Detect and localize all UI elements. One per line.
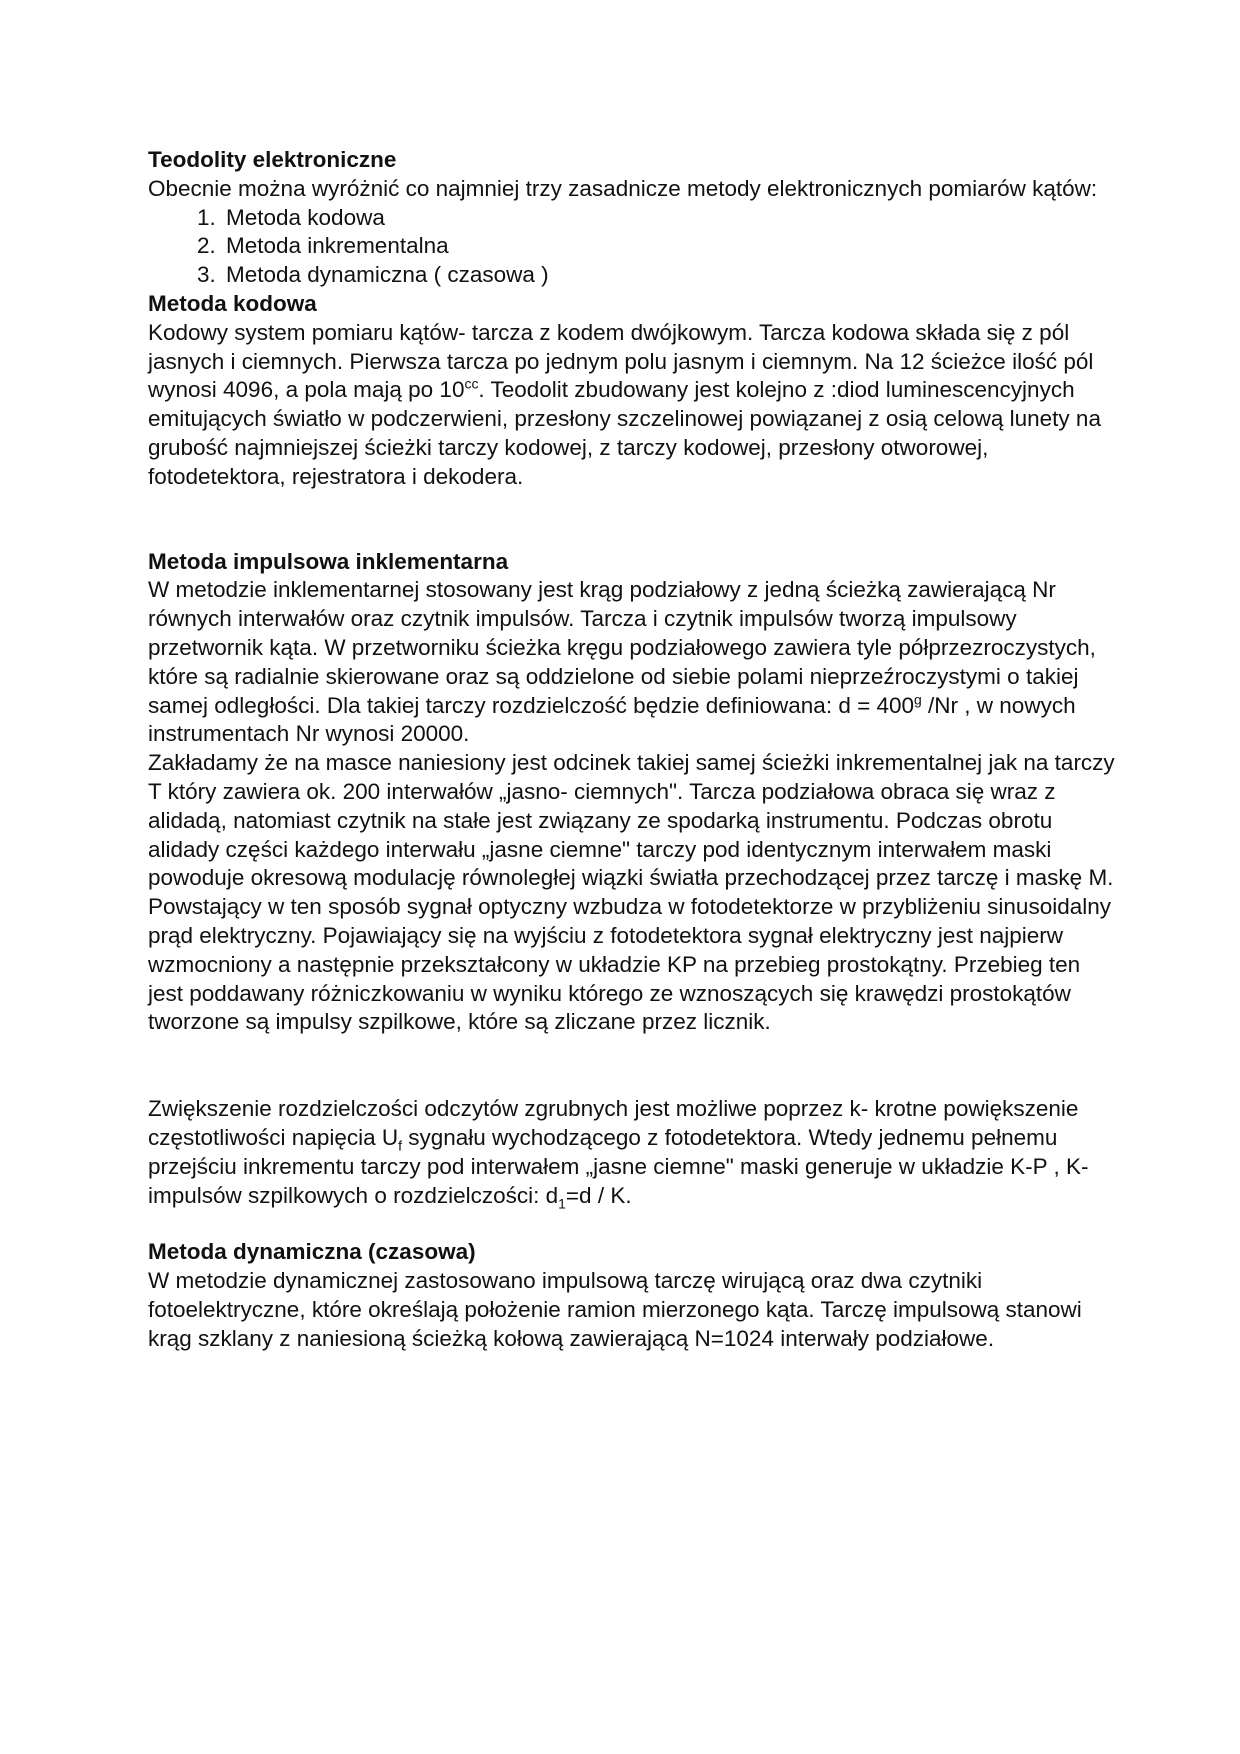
text-run: . Teodolit zbudowany jest kolejno z :diod luminescencyjnych emitujących światło w podczerwieni, przesłony szczelinowej powiązanej z osią celową lunety na grubość najmniejszej ścieżki tarczy kodowej, z tarczy kodowej, przesłony otworowej, fotodetektora, rejestratora i dekodera. [148, 377, 1101, 489]
document-page [148, 146, 1118, 1353]
text-run: /Nr , w nowych instrumentach Nr wynosi 20000. [148, 692, 1076, 747]
superscript: g [914, 691, 922, 708]
spacer [148, 1210, 1118, 1238]
text-run: =d / K. [565, 1182, 632, 1208]
impulsowa-paragraph-2: Zakładamy że na masce naniesiony jest odcinek takiej samej ścieżki inkrementalnej jak na tarczy T który zawiera ok. 200 interwałów „jasno- ciemnych". Tarcza podziałowa obraca się wraz z alidadą, natomiast czytnik na stałe jest związany ze spodarką instrumentu. Podczas obrotu alidady części każdego interwału „jasne ciemne" tarczy pod identycznym interwałem maski powoduje okresową modulację równoległej wiązki światła przechodzącej przez tarczę i maskę M. Powstający w ten sposób sygnał optyczny wzbudza w fotodetektorze w przybliżeniu sinusoidalny prąd elektryczny. Pojawiający się na wyjściu z fotodetektora sygnał elektryczny jest najpierw wzmocniony a następnie przekształcony w układzie KP na przebieg prostokątny. Przebieg ten jest poddawany różniczkowaniu w wyniku którego ze wznoszących się krawędzi prostokątów tworzone są impulsy szpilkowe, które są zliczane przez licznik. [148, 750, 1115, 1035]
dynamiczna-paragraph: W metodzie dynamicznej zastosowano impulsową tarczę wirującą oraz dwa czytniki fotoelektryczne, które określają położenie ramion mierzonego kąta. Tarczę impulsową stanowi krąg szklany z naniesioną ścieżką kołową zawierającą N=1024 interwały podziałowe. [148, 1268, 1082, 1351]
section-heading-impulsowa: Metoda impulsowa inklementarna [148, 548, 509, 574]
spacer [148, 1037, 1118, 1095]
text-run: Kodowy system pomiaru kątów- tarcza z kodem dwójkowym. Tarcza kodowa składa się z pól jasnych i ciemnych. Pierwsza tarcza po jednym polu jasnym i ciemnym. Na 12 ścieżce ilość pól wynosi 4096, a pola mają po 10 [148, 319, 1094, 403]
text-run: W metodzie inklementarnej stosowany jest krąg podziałowy z jedną ścieżką zawierającą Nr równych interwałów oraz czytnik impulsów. Tarcza i czytnik impulsów tworzą impulsowy przetwornik kąta. W przetworniku ścieżka kręgu podziałowego zawiera tyle półprzezroczystych, które są radialnie skierowane oraz są oddzielone od siebie polami nieprzeźroczystymi o takiej samej odległości. Dla takiej tarczy rozdzielczość będzie definiowana: d = 400 [148, 577, 1096, 718]
section-heading-dynamiczna: Metoda dynamiczna (czasowa) [148, 1239, 476, 1265]
list-item: 3. Metoda dynamiczna ( czasowa ) [222, 261, 1118, 290]
list-item: 2. Metoda inkrementalna [222, 232, 1118, 261]
resolution-paragraph [148, 1095, 1118, 1210]
intro-paragraph: Obecnie można wyróżnić co najmniej trzy zasadnicze metody elektronicznych pomiarów kątów: [148, 175, 1098, 201]
document-title: Teodolity elektroniczne [148, 147, 397, 172]
superscript: cc [464, 375, 479, 392]
subscript: 1 [558, 1195, 566, 1211]
text-run: Zwiększenie rozdzielczości odczytów zgrubnych jest możliwe poprzez k- krotne powiększenie częstotliwości napięcia U [148, 1096, 1079, 1150]
impulsowa-paragraph-1 [148, 576, 1118, 749]
text-run: sygnału wychodzącego z fotodetektora. Wtedy jednemu pełnemu przejściu inkrementu tarczy pod interwałem „jasne ciemne" maski generuje w układzie K-P , K-impulsów szpilkowych o rozdzielczości: d [148, 1124, 1089, 1208]
spacer [148, 492, 1118, 548]
kodowa-paragraph [148, 319, 1118, 492]
section-heading-kodowa: Metoda kodowa [148, 290, 317, 316]
subscript: f [398, 1137, 402, 1154]
list-item: 1. Metoda kodowa [222, 204, 1118, 233]
methods-list [148, 204, 1118, 290]
